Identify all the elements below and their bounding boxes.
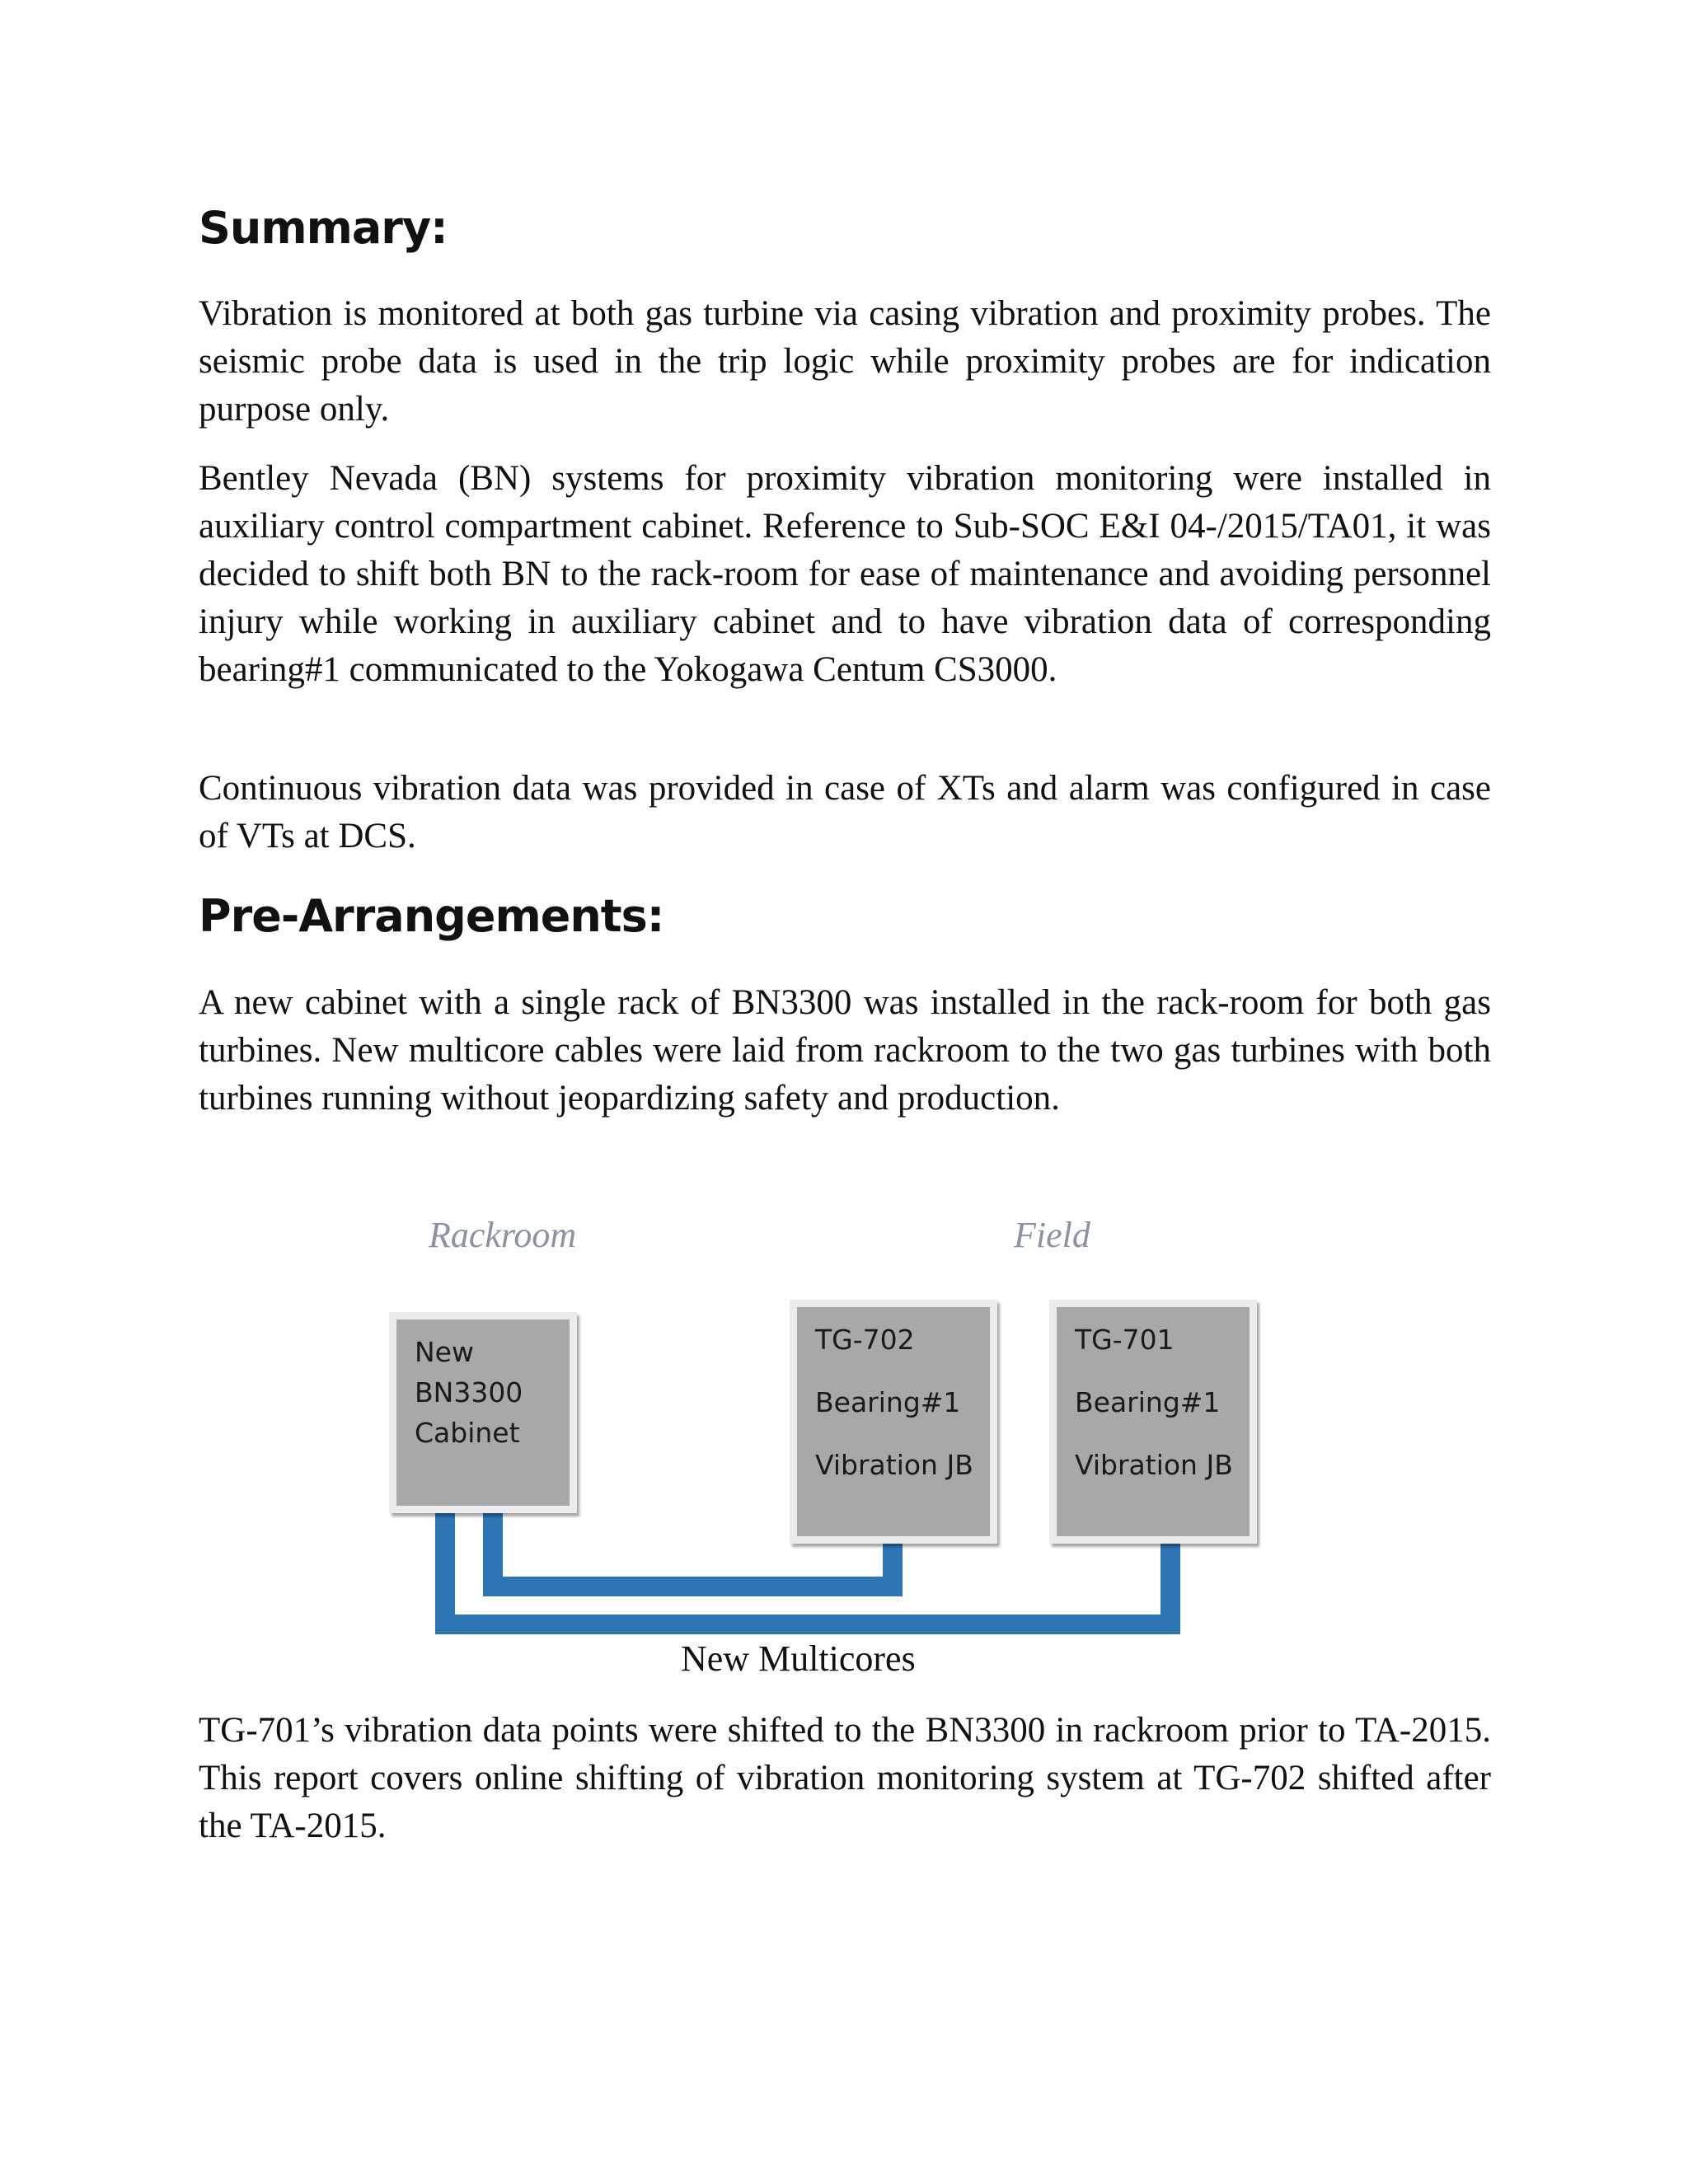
cabinet-line-1: New [415,1336,474,1368]
tg702-line-1: TG-702 [815,1324,915,1356]
tg701-junction-box [1049,1300,1257,1544]
tg702-line-2: Bearing#1 [815,1386,961,1418]
field-label: Field [1014,1215,1090,1255]
summary-paragraph-3: Continuous vibration data was provided in case of XTs and alarm was configured in case of VTs at DCS. [199,769,1491,855]
tg701-line-2: Bearing#1 [1075,1386,1221,1418]
prearrangements-heading: Pre-Arrangements: [199,890,664,942]
rackroom-label: Rackroom [429,1215,577,1255]
prearrangements-paragraph: A new cabinet with a single rack of BN3300 was installed in the rack-room for both gas turbines. New multicore cables were laid from rackroom to the two gas turbines with both turbines running without jeopardizing safety and production. [199,983,1491,1118]
bn3300-cabinet-box [389,1312,577,1513]
tg701-line-1: TG-701 [1075,1324,1175,1356]
tg701-line-3: Vibration JB [1075,1449,1233,1481]
closing-paragraph: TG-701’s vibration data points were shifted to the BN3300 in rackroom prior to TA-2015. This report covers online shifting of vibration monitoring system at TG-702 shifted after the TA-2015. [199,1711,1491,1845]
cabinet-line-3: Cabinet [415,1417,520,1449]
summary-paragraph-1: Vibration is monitored at both gas turbine via casing vibration and proximity probes. The seismic probe data is used in the trip logic while proximity probes are for indication purpose only. [199,294,1491,429]
diagram-caption: New Multicores [681,1638,916,1679]
tg702-line-3: Vibration JB [815,1449,973,1481]
summary-paragraph-2: Bentley Nevada (BN) systems for proximity vibration monitoring were installed in auxiliary control compartment cabinet. Reference to Sub-SOC E&I 04-/2015/TA01, it was decided to shift both BN to the rack-room for ease of maintenance and avoiding personnel injury while working in auxiliary cabinet and to have vibration data of corresponding bearing#1 communicated to the Yokogawa Centum CS3000. [199,459,1491,689]
summary-heading: Summary: [199,202,448,254]
cabinet-line-2: BN3300 [415,1376,523,1408]
tg702-junction-box [790,1300,997,1544]
